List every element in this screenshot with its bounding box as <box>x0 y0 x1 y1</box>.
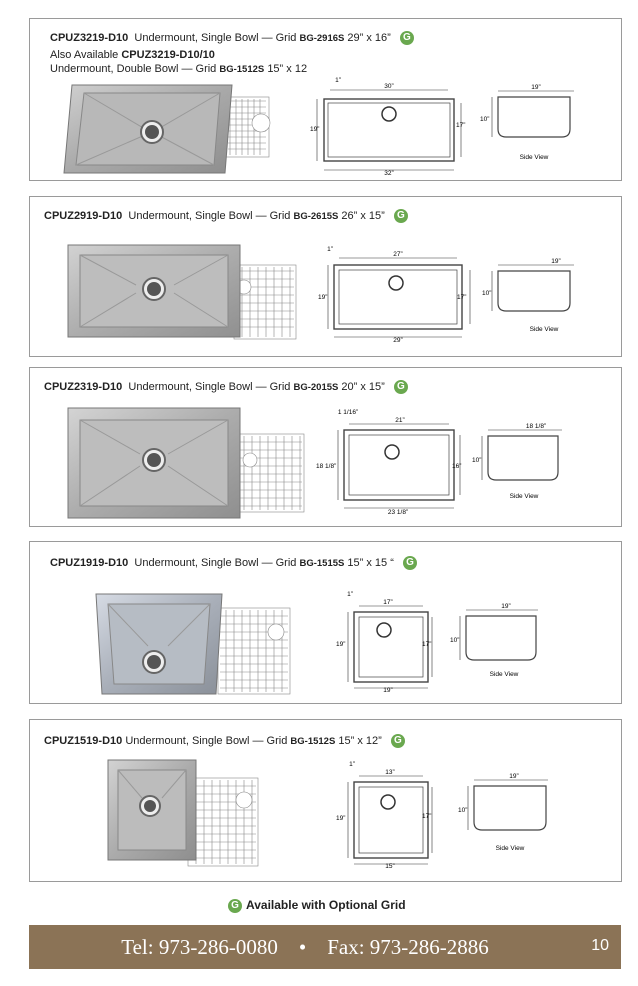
fax: Fax: 973-286-2886 <box>327 935 489 959</box>
dim-right: 17” <box>457 294 467 301</box>
dim-bottom: 15” <box>385 863 395 870</box>
sink-photo <box>60 81 275 181</box>
grid-badge-icon: G <box>403 556 417 570</box>
dim-bottom: 19” <box>383 687 393 694</box>
product-panel-3 <box>29 367 622 527</box>
also-available-line: Also Available CPUZ3219-D10/10 <box>50 49 215 61</box>
dim-bottom: 23 1/8” <box>387 509 409 516</box>
contact-line <box>29 935 581 960</box>
dim-corner: 1” <box>335 77 341 84</box>
sink-photo <box>66 241 301 341</box>
side-width: 19” <box>551 258 561 265</box>
dimension-diagram <box>328 590 448 694</box>
dim-corner: 1” <box>347 591 353 598</box>
grid-badge-icon: G <box>228 899 242 913</box>
grid-badge-icon: G <box>400 31 414 45</box>
dimension-diagram <box>308 77 473 177</box>
side-depth: 10” <box>458 807 468 814</box>
dim-corner: 1” <box>349 761 355 768</box>
dim-right: 17” <box>456 122 466 129</box>
side-width: 19” <box>501 603 511 610</box>
dim-right: 17” <box>422 641 432 648</box>
side-view-label: Side View <box>489 671 519 678</box>
side-depth: 10” <box>472 457 482 464</box>
side-view-diagram <box>484 255 584 335</box>
dim-corner: 1” <box>327 246 333 253</box>
product-title: CPUZ2919-D10 Undermount, Single Bowl — Grid BG-2615S 26” x 15” G <box>44 209 408 223</box>
contact-footer <box>29 925 621 969</box>
side-depth: 10” <box>450 637 460 644</box>
side-view-diagram <box>444 600 554 686</box>
dim-top: 30” <box>384 83 394 90</box>
side-width: 18 1/8” <box>525 423 547 430</box>
dim-left: 19” <box>336 815 346 822</box>
dim-left: 19” <box>310 126 320 133</box>
dim-top: 13” <box>385 769 395 776</box>
dim-bottom: 32” <box>384 170 394 177</box>
sink-photo <box>88 590 298 700</box>
dim-corner: 1 1/16” <box>337 409 359 416</box>
grid-badge-icon: G <box>394 209 408 223</box>
sink-photo <box>104 756 264 868</box>
side-depth: 10” <box>480 116 490 123</box>
side-width: 19” <box>531 84 541 91</box>
dim-right: 16” <box>452 463 462 470</box>
side-view-diagram <box>480 81 580 161</box>
product-panel-4 <box>29 541 622 704</box>
sink-photo <box>64 404 314 524</box>
dim-right: 17” <box>422 813 432 820</box>
side-width: 19” <box>509 773 519 780</box>
grid-badge-icon: G <box>391 734 405 748</box>
product-panel-5 <box>29 719 622 882</box>
side-view-label: Side View <box>509 493 539 500</box>
dim-top: 17” <box>383 599 393 606</box>
side-view-diagram <box>454 770 564 856</box>
product-title: CPUZ3219-D10 Undermount, Single Bowl — Grid BG-2916S 29” x 16” G <box>50 31 414 45</box>
side-view-label: Side View <box>529 326 559 333</box>
double-bowl-line: Undermount, Double Bowl — Grid BG-1512S 15” x 12 <box>50 63 308 75</box>
dimension-diagram <box>312 408 472 518</box>
dimension-diagram <box>314 243 479 345</box>
legend-text: Available with Optional Grid <box>246 898 406 912</box>
grid-badge-icon: G <box>394 380 408 394</box>
product-title: CPUZ1519-D10 Undermount, Single Bowl — Grid BG-1512S 15” x 12” G <box>44 734 405 748</box>
separator-bullet: • <box>298 935 307 959</box>
dim-left: 19” <box>318 294 328 301</box>
dim-left: 19” <box>336 641 346 648</box>
side-view-label: Side View <box>519 154 549 161</box>
side-view-diagram <box>470 420 580 506</box>
product-panel-2 <box>29 196 622 357</box>
telephone: Tel: 973-286-0080 <box>121 935 278 959</box>
dim-bottom: 29” <box>393 337 403 344</box>
side-depth: 10” <box>482 290 492 297</box>
dim-top: 27” <box>393 251 403 258</box>
dim-top: 21” <box>395 417 405 424</box>
page-number: 10 <box>591 937 609 954</box>
product-title: CPUZ2319-D10 Undermount, Single Bowl — Grid BG-2015S 20” x 15” G <box>44 380 408 394</box>
product-title: CPUZ1919-D10 Undermount, Single Bowl — Grid BG-1515S 15” x 15 “ G <box>50 556 417 570</box>
grid-legend <box>228 898 406 913</box>
side-view-label: Side View <box>495 845 525 852</box>
product-panel-1 <box>29 18 622 181</box>
dim-left: 18 1/8” <box>316 463 337 470</box>
dimension-diagram <box>328 758 448 870</box>
